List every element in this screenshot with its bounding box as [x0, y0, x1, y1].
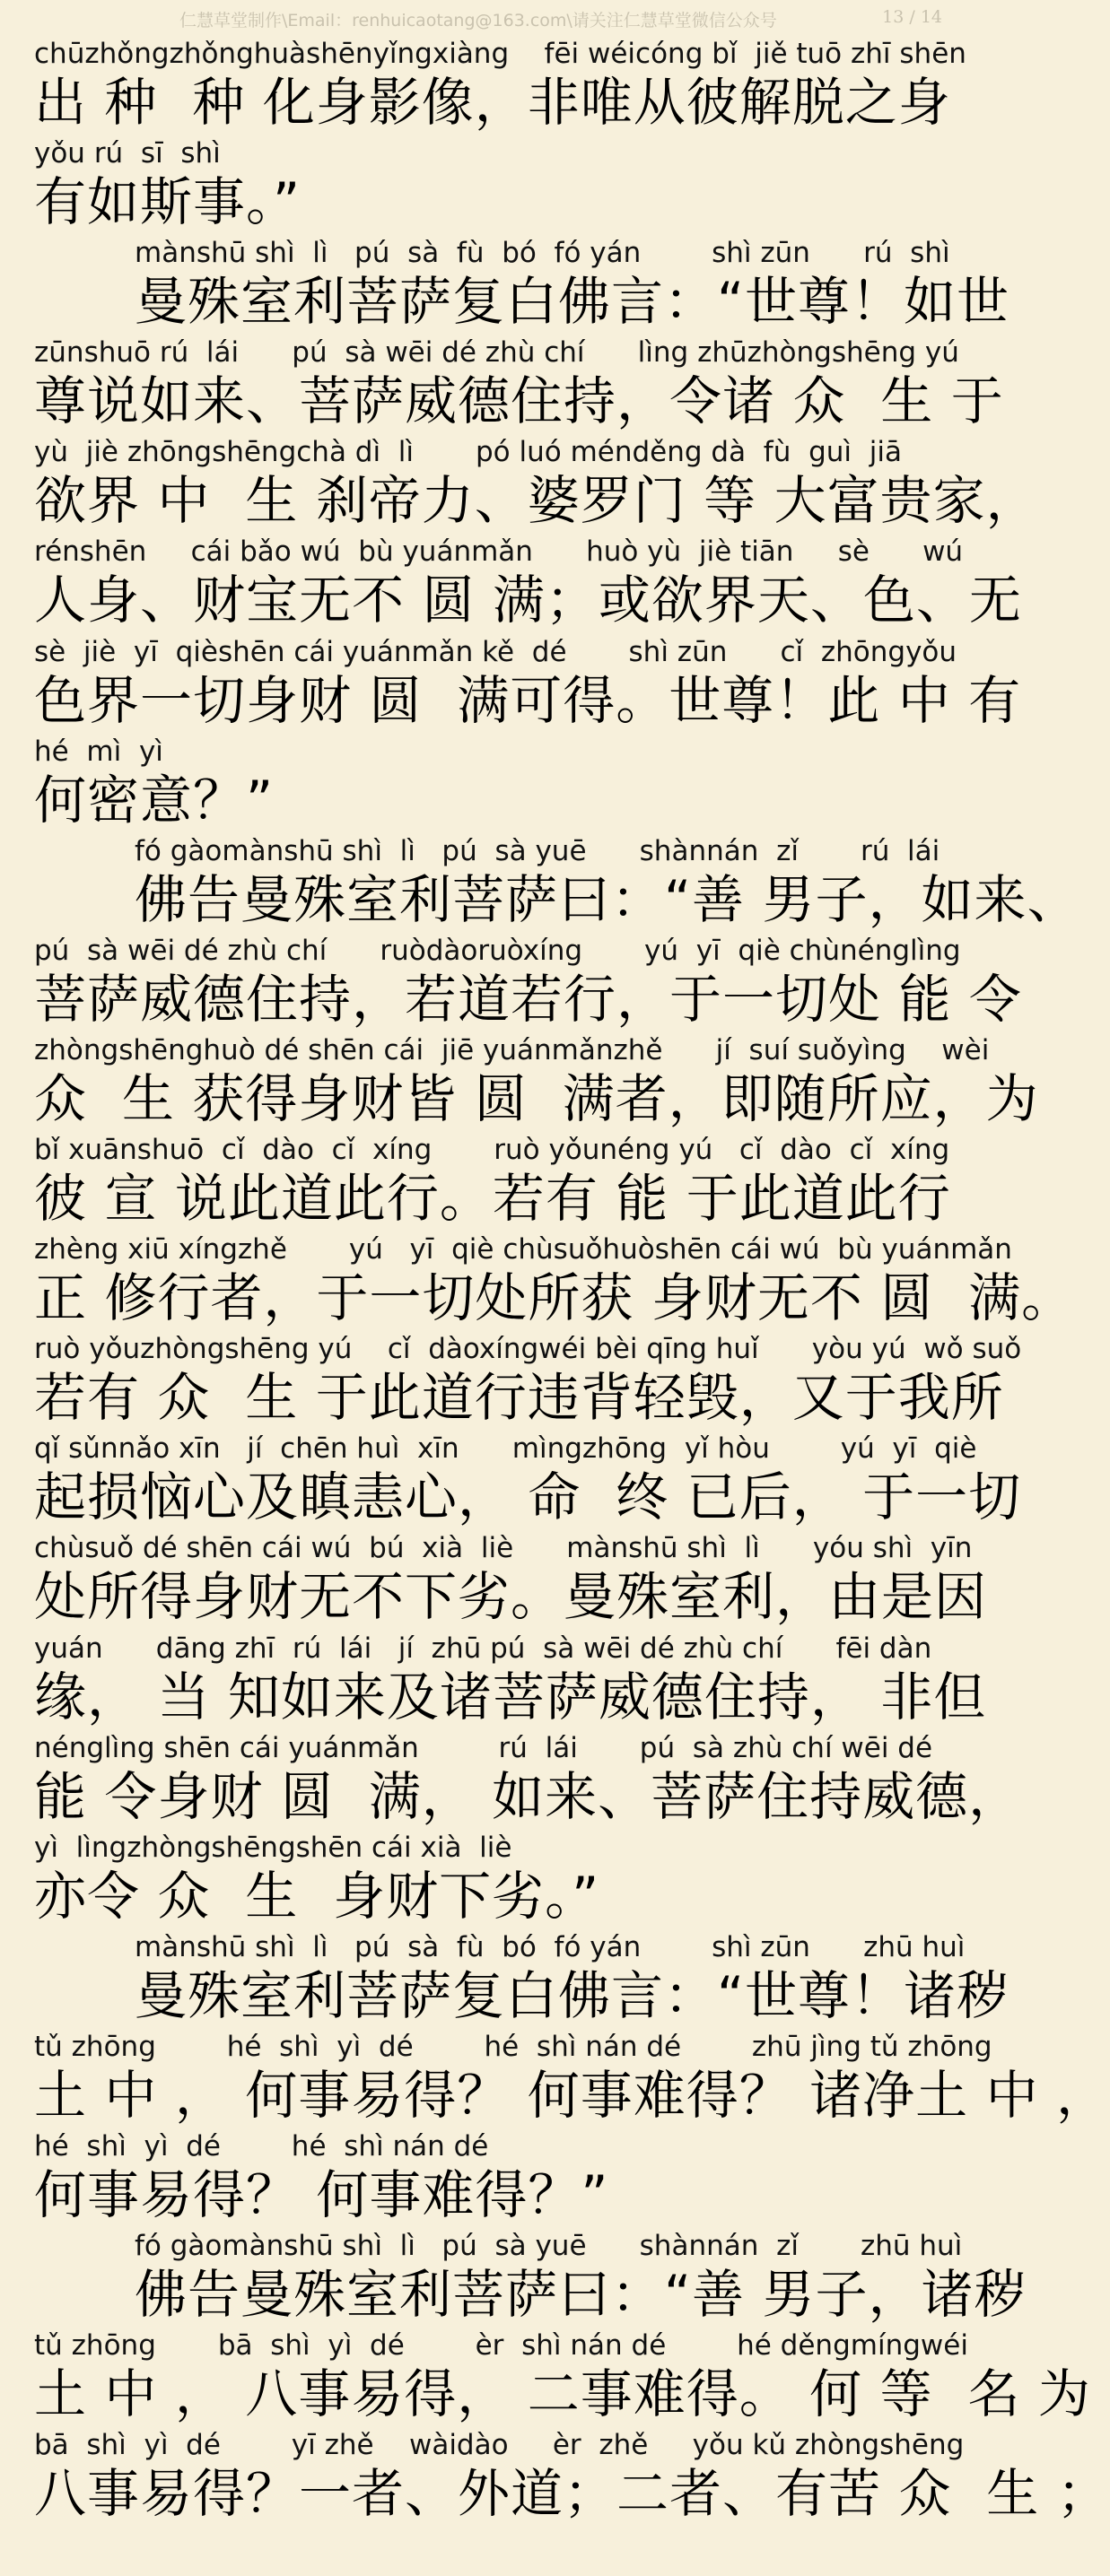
text-line: [0, 2429, 1110, 2528]
text-line: [0, 2030, 1110, 2130]
text-line: [0, 1731, 1022, 1832]
text-line: [0, 635, 1022, 735]
hanzi-line: 曼殊室利菩萨复白佛言：“世尊！诸秽: [135, 1964, 1010, 2026]
text-line: [0, 38, 969, 137]
text-line: [0, 436, 1039, 535]
hanzi-line: 曼殊室利菩萨复白佛言：“世尊！如世: [135, 271, 1010, 333]
page-number: 13 / 14: [882, 7, 942, 27]
pinyin-line: rénshēn cái bǎo wú bù yuánmǎn huò yù jiè tiān sè wú: [34, 535, 964, 569]
hanzi-line: 土 中 ， 何事易得？ 何事难得？ 诸净土 中 ，: [34, 2064, 1110, 2126]
hanzi-line: 色界一切身财 圆 满可得。世尊！此 中 有: [34, 669, 1022, 731]
pinyin-line: fó gàomànshū shì lì pú sà yuē shànnán zǐ zhū huì: [135, 2230, 963, 2263]
page-header: [0, 5, 969, 38]
pinyin-line: ruò yǒuzhòngshēng yú cǐ dàoxíngwéi bèi qīng huǐ yòu yú wǒ suǒ: [34, 1333, 1022, 1366]
hanzi-line: 佛告曼殊室利菩萨曰：“善 男子，诸秽: [135, 2264, 1027, 2326]
hanzi-line: 正 修行者，于一切处所获 身财无不 圆 满。: [34, 1267, 1075, 1329]
text-line: [0, 934, 1022, 1034]
hanzi-line: 菩萨威德住持，若道若行，于一切处 能 令: [34, 968, 1022, 1030]
text-line: [0, 1134, 969, 1233]
pinyin-line: yuán dāng zhī rú lái jí zhū pú sà wēi dé zhù chí fēi dàn: [34, 1632, 932, 1665]
pinyin-line: tǔ zhōng hé shì yì dé hé shì nán dé zhū jìng tǔ zhōng: [34, 2030, 992, 2063]
hanzi-line: 亦令 众 生 身财下劣。”: [34, 1865, 600, 1927]
text-line: [0, 834, 1080, 935]
hanzi-line: 有如斯事。”: [34, 171, 302, 233]
pinyin-line: zhèng xiū xíngzhě yú yī qiè chùsuǒhuòshēn cái wú bù yuánmǎn: [34, 1233, 1012, 1266]
text-line: [0, 1930, 1010, 2031]
hanzi-line: 佛告曼殊室利菩萨曰：“善 男子，如来、: [135, 868, 1080, 930]
hanzi-line: 彼 宣 说此道此行。若有 能 于此道此行: [34, 1168, 951, 1230]
text-line: [0, 1632, 987, 1732]
pinyin-line: tǔ zhōng bā shì yì dé èr shì nán dé hé děngmíngwéi: [34, 2329, 968, 2363]
text-line: [0, 2329, 1091, 2429]
hanzi-line: 处所得身财无不下劣。曼殊室利，由是因: [34, 1566, 988, 1628]
pinyin-line: hé shì yì dé hé shì nán dé: [34, 2129, 489, 2163]
text-line: [0, 1333, 1022, 1432]
pinyin-line: chūzhǒngzhǒnghuàshēnyǐngxiàng fēi wéicóng bǐ jiě tuō zhī shēn: [34, 38, 966, 70]
text-line: [0, 1233, 1075, 1333]
text-line: [0, 2130, 969, 2230]
text-line: [0, 1532, 988, 1632]
hanzi-line: 欲界 中 生 刹帝力、婆罗门 等 大富贵家，: [34, 470, 1039, 532]
pinyin-line: mànshū shì lì pú sà fù bó fó yán shì zūn rú shì: [135, 237, 950, 270]
text-line: [0, 1832, 969, 1931]
sutra-text: [0, 38, 1110, 2528]
hanzi-line: 何密意？”: [34, 769, 275, 831]
hanzi-line: 若有 众 生 于此道行违背轻毁，又于我所: [34, 1367, 1004, 1429]
pinyin-line: sè jiè yī qièshēn cái yuánmǎn kě dé shì zūn cǐ zhōngyǒu: [34, 635, 957, 668]
text-line: [0, 735, 969, 835]
pinyin-line: bā shì yì dé yī zhě wàidào èr zhě yǒu kǔ zhòngshēng: [34, 2429, 965, 2462]
pinyin-line: fó gàomànshū shì lì pú sà yuē shànnán zǐ rú lái: [135, 834, 940, 867]
hanzi-line: 能 令身财 圆 满， 如来、菩萨住持威德，: [34, 1765, 1022, 1827]
hanzi-line: 尊说如来、菩萨威德住持，令诸 众 生 于: [34, 370, 1004, 432]
pinyin-line: qǐ sǔnnǎo xīn jí chēn huì xīn mìngzhōng yǐ hòu yú yī qiè: [34, 1432, 977, 1466]
pinyin-line: yù jiè zhōngshēngchà dì lì pó luó ménděng dà fù guì jiā: [34, 436, 902, 469]
hanzi-line: 出 种 种 化身影像，非唯从彼解脱之身: [34, 72, 951, 133]
pinyin-line: hé mì yì: [34, 735, 163, 768]
text-line: [0, 1033, 1039, 1134]
pinyin-line: zūnshuō rú lái pú sà wēi dé zhù chí lìng zhūzhòngshēng yú: [34, 336, 959, 370]
text-line: [0, 336, 1004, 436]
text-line: [0, 137, 969, 237]
pinyin-line: bǐ xuānshuō cǐ dào cǐ xíng ruò yǒunéng yú cǐ dào cǐ xíng: [34, 1134, 950, 1167]
hanzi-line: 众 生 获得身财皆 圆 满者，即随所应，为: [34, 1067, 1039, 1129]
hanzi-line: 何事易得？ 何事难得？”: [34, 2163, 609, 2225]
hanzi-line: 缘， 当 知如来及诸菩萨威德住持， 非但: [34, 1666, 987, 1727]
hanzi-line: 土 中 ， 八事易得， 二事难得。 何 等 名 为: [34, 2363, 1091, 2425]
text-line: [0, 2230, 1027, 2329]
pinyin-line: chùsuǒ dé shēn cái wú bú xià liè mànshū shì lì yóu shì yīn: [34, 1532, 973, 1565]
hanzi-line: 起损恼心及瞋恚心， 命 终 已后， 于一切: [34, 1466, 1022, 1528]
pinyin-line: pú sà wēi dé zhù chí ruòdàoruòxíng yú yī qiè chùnénglìng: [34, 934, 961, 967]
hanzi-line: 人身、财宝无不 圆 满；或欲界天、色、无: [34, 570, 1022, 631]
pinyin-line: nénglìng shēn cái yuánmǎn rú lái pú sà zhù chí wēi dé: [34, 1731, 933, 1764]
pinyin-line: mànshū shì lì pú sà fù bó fó yán shì zūn zhū huì: [135, 1930, 966, 1963]
pinyin-line: zhòngshēnghuò dé shēn cái jiē yuánmǎnzhě jí suí suǒyìng wèi: [34, 1033, 990, 1066]
pinyin-line: yǒu rú sī shì: [34, 137, 221, 170]
text-line: [0, 535, 1022, 635]
hanzi-line: 八事易得？一者、外道；二者、有苦 众 生 ；: [34, 2463, 1110, 2525]
text-line: [0, 1432, 1022, 1532]
pinyin-line: yì lìngzhòngshēngshēn cái xià liè: [34, 1831, 512, 1864]
text-line: [0, 237, 1010, 336]
header-title: 仁慧草堂制作\Email：renhuicaotang@163.com\请关注仁慧草堂微信公众号: [179, 11, 777, 30]
